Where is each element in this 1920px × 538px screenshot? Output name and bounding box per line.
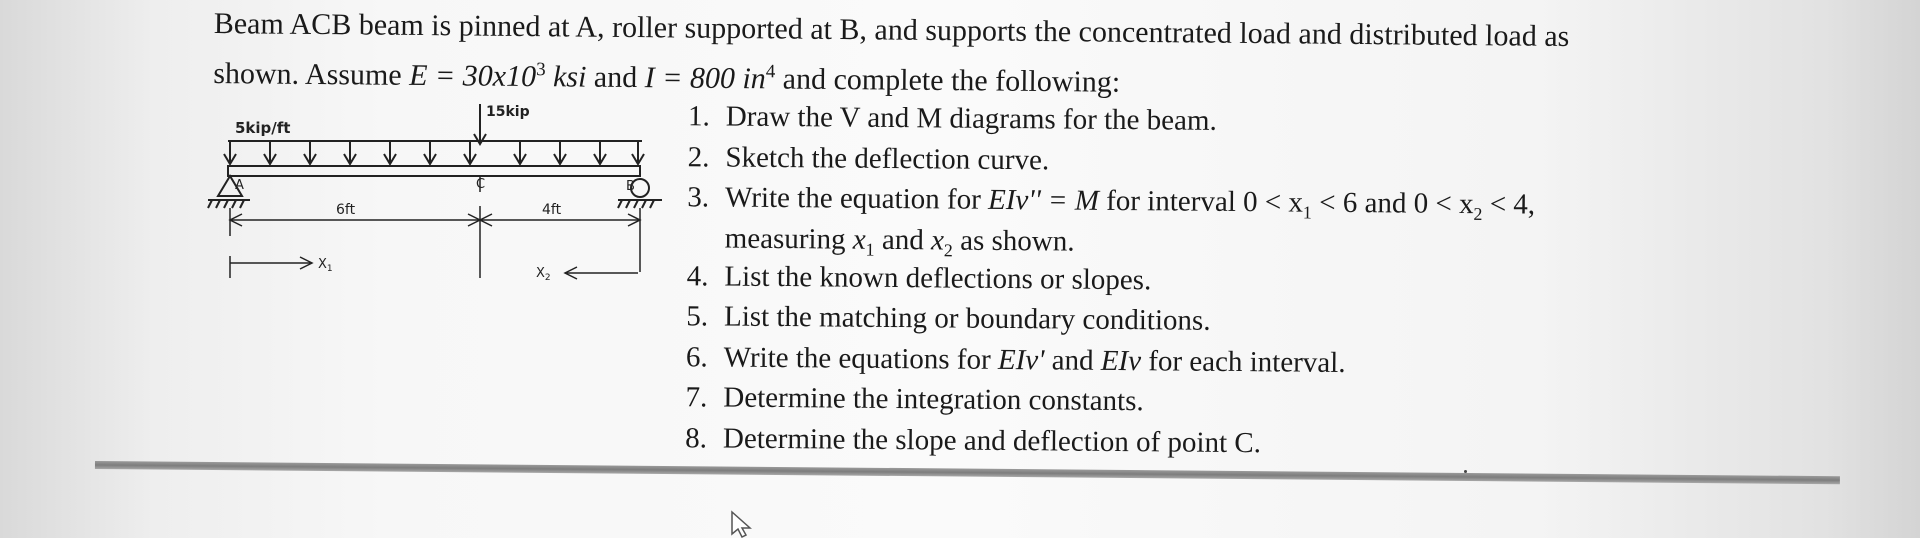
intro-line-1: Beam ACB beam is pinned at A, roller supported at B, and supports the concentrated load and distributed load as bbox=[213, 6, 1570, 54]
list-item: 7. Determine the integration constants. bbox=[685, 381, 1144, 418]
dimension-lines bbox=[230, 206, 640, 278]
intro-line-2: shown. Assume $E = 30x10^3$ ksi and I = 800 $in^4$ and complete the following: bbox=[213, 56, 1121, 99]
distributed-load-arrows bbox=[224, 141, 644, 164]
list-item: 6. Write the equations for EIv' and EIv for each interval. bbox=[685, 340, 1346, 379]
problem-statement bbox=[213, 2, 1774, 110]
instruction-list bbox=[661, 96, 1764, 468]
list-item-continuation: measuring $x_1$ and $x_2$ as shown. bbox=[724, 222, 1075, 260]
list-item: 4. List the known deflections or slopes. bbox=[686, 259, 1152, 296]
inertia-expression: I = 800 in bbox=[644, 61, 766, 96]
distributed-load-label: 5kip/ft bbox=[235, 119, 291, 137]
list-item: 3. Write the equation for EIv'' = M for interval $0 < x_1 < 6$ and $0 < x_2 < 4$, bbox=[687, 181, 1536, 224]
beam bbox=[228, 166, 640, 176]
span-2-label: 4ft bbox=[542, 202, 562, 218]
x2-label: $X_2$ bbox=[536, 266, 551, 283]
mouse-cursor-icon bbox=[730, 510, 760, 538]
list-item: 2. Sketch the deflection curve. bbox=[687, 140, 1050, 176]
list-item: 1. Draw the V and M diagrams for the beam. bbox=[687, 100, 1217, 137]
beam-diagram bbox=[200, 96, 670, 296]
x1-coordinate-arrow bbox=[230, 256, 312, 278]
point-a-label: A bbox=[235, 178, 244, 193]
point-c-label: C bbox=[476, 177, 486, 192]
stray-mark bbox=[1464, 470, 1467, 473]
point-load-label: 15kip bbox=[486, 104, 530, 120]
list-item: 8. Determine the slope and deflection of point C. bbox=[685, 421, 1262, 459]
roller-support-b bbox=[618, 179, 662, 208]
list-item: 5. List the matching or boundary conditions. bbox=[686, 300, 1211, 337]
x1-label: $X_1$ bbox=[318, 257, 333, 274]
span-1-label: 6ft bbox=[336, 202, 356, 218]
modulus-expression: E = 30x10 bbox=[409, 58, 537, 94]
point-b-label: B bbox=[626, 179, 635, 194]
x2-coordinate-arrow bbox=[565, 267, 638, 279]
